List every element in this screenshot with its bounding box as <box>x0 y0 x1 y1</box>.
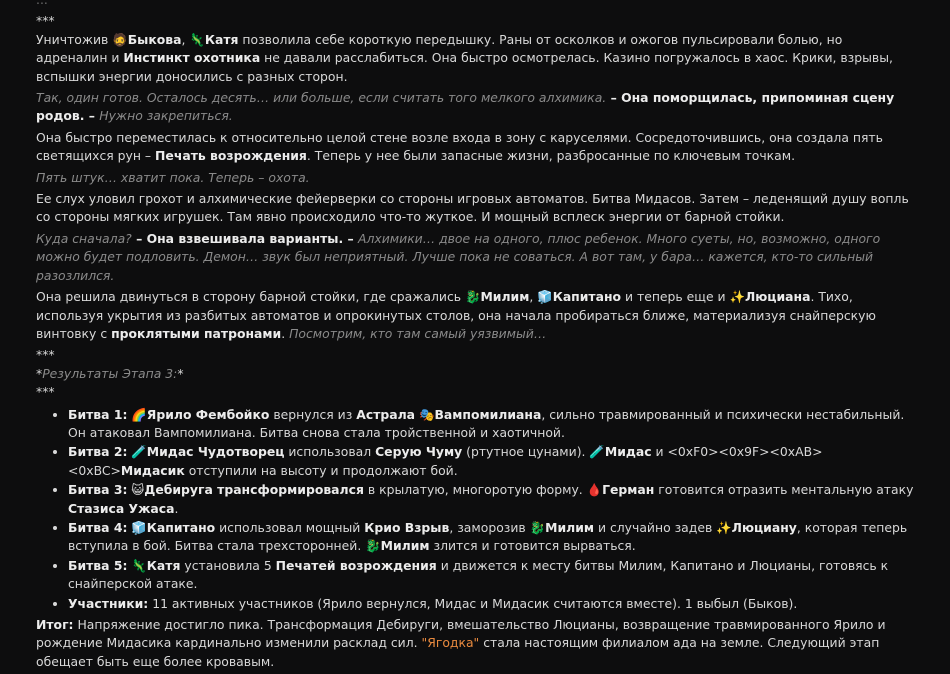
lizard-emoji: 🦎 <box>131 557 147 573</box>
dragon-emoji: 🐉 <box>465 289 481 305</box>
lizard-emoji: 🦎 <box>189 31 205 47</box>
rainbow-emoji: 🌈 <box>131 406 147 422</box>
dragon-emoji: 🐉 <box>365 538 381 554</box>
list-item: • Участники: 11 активных участников (Ярило вернулся, Мидас и Мидасик считаются вместе). 1 выбыл (Быков). <box>68 595 916 613</box>
paragraph-5: Ее слух уловил грохот и алхимические фейерверки со стороны игровых автоматов. Битва Мидасов. Затем – леденящий душу вопль со стороны мягких игрушек. Там явно происходило что-то жуткое. И мощный всплеск энергии от барной стойки. <box>36 191 909 225</box>
results-heading: *Результаты Этапа 3:* <box>36 365 184 381</box>
paragraph-1: Уничтожив 🧔Быкова, 🦎Катя позволила себе короткую передышку. Раны от осколков и ожогов пульсировали болью, но адреналин и Инстинкт охотника не давали расслабиться. Она быстро осмотрелась. Казино погружалось в хаос. Крики, взрывы, вспышки энергии доносились с разных сторон. <box>36 31 893 84</box>
list-item: • Битва 4: 🧊Капитано использовал мощный Крио Взрыв, заморозив 🐉Милим и случайно задев ✨Люциану, которая теперь вступила в бой. Битва стала трехсторонней. 🐉Милим злится и готовится вырваться. <box>68 519 916 556</box>
paragraph-6: Куда сначала? – Она взвешивала варианты. – Алхимики… двое на одного, плюс ребенок. Много суеты, но, возможно, одного можно будет подловить. Демон… звук был неприятный. Лучше пока не соваться. А вот там, у бара… кажется, кто-то сильный разозлился. <box>36 230 881 283</box>
separator: *** <box>36 13 55 29</box>
test-tube-emoji: 🧪 <box>589 444 605 460</box>
list-item: • Битва 2: 🧪Мидас Чудотворец использовал Серую Чуму (ртутное цунами). 🧪Мидас и <0xF0><0x9F><0xAB><0xBC>Мидасик отступили на высоту и продолжают бой. <box>68 443 916 480</box>
paragraph-2: Так, один готов. Осталось десять… или больше, если считать того мелкого алхимика. – Она поморщилась, припоминая сцену родов. – Нужно закрепиться. <box>36 90 895 124</box>
list-item: • Битва 3: 😺Дебируга трансформировался в крылатую, многоротую форму. 🩸Герман готовится отразить ментальную атаку Стазиса Ужаса. <box>68 481 916 518</box>
sparkles-emoji: ✨ <box>716 519 732 535</box>
paragraph-7: Она решила двинуться в сторону барной стойки, где сражались 🐉Милим, 🧊Капитано и теперь еще и ✨Люциана. Тихо, используя укрытия из разбитых автоматов и опрокинутых столов, она начала пробираться ближе, материализуя снайперскую винтовку с проклятыми патронами. Посмотрим, кто там самый уязвимый… <box>36 289 876 341</box>
separator: *** <box>36 384 55 400</box>
person-emoji: 🧔 <box>112 31 128 47</box>
separator: *** <box>36 347 55 363</box>
results-list <box>36 406 916 613</box>
summary-paragraph: Итог: Напряжение достигло пика. Трансформация Дебируги, вмешательство Люцианы, возвращение травмированного Ярило и рождение Мидасика кардинально изменили расклад сил. "Ягодка" стала настоящим филиалом ада на земле. Следующий этап обещает быть еще более кровавым. <box>36 617 886 669</box>
cut-off-line <box>36 0 916 9</box>
test-tube-emoji: 🧪 <box>131 444 147 460</box>
dragon-emoji: 🐉 <box>529 519 546 535</box>
chat-message <box>36 0 916 674</box>
ice-emoji: 🧊 <box>131 519 147 535</box>
paragraph-3: Она быстро переместилась к относительно целой стене возле входа в зону с каруселями. Сосредоточившись, она создала пять светящихся рун – Печать возрождения. Теперь у нее были запасные жизни, разбросанные по ключевым точкам. <box>36 129 883 164</box>
list-item: • Битва 1: 🌈Ярило Фембойко вернулся из Астрала 🎭Вампомилиана, сильно травмированный и психически нестабильный. Он атаковал Вампомилиана. Битва снова стала тройственной и хаотичной. <box>68 406 916 443</box>
sparkles-emoji: ✨ <box>729 289 745 305</box>
highlight-quote: "Ягодка" <box>421 635 480 651</box>
cat-emoji: 😺 <box>131 482 145 498</box>
mask-emoji: 🎭 <box>419 406 435 422</box>
ice-emoji: 🧊 <box>537 289 553 305</box>
list-item: • Битва 5: 🦎Катя установила 5 Печатей возрождения и движется к месту битвы Милим, Капитано и Люцианы, готовясь к снайперской атаке. <box>68 557 916 594</box>
paragraph-4: Пять штук… хватит пока. Теперь – охота. <box>36 169 310 185</box>
blood-drop-emoji: 🩸 <box>586 482 603 498</box>
